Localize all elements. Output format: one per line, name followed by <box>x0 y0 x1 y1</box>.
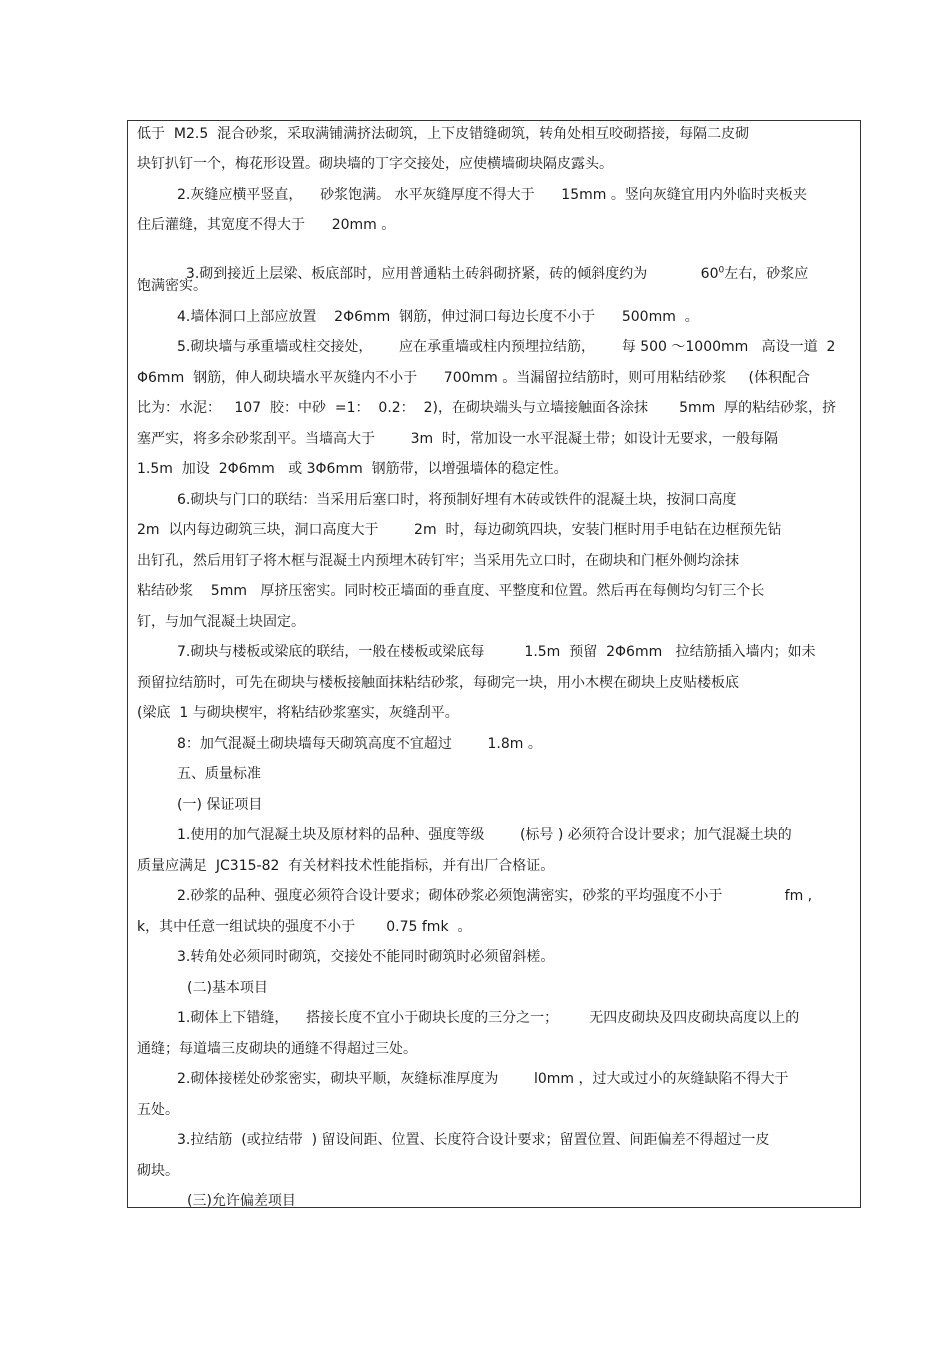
text-line: 预留拉结筋时，可先在砌块与楼板接触面抹粘结砂浆，每砌完一块，用小木楔在砌块上皮贴楼板底 <box>137 675 739 691</box>
text-line: 通缝；每道墙三皮砌块的通缝不得超过三处。 <box>137 1041 417 1057</box>
text-line: 1.砌体上下错缝， 搭接长度不宜小于砌块长度的三分之一； 无四皮砌块及四皮砌块高度以上的 <box>177 1010 800 1026</box>
text-line: 2.砂浆的品种、强度必须符合设计要求；砌体砂浆必须饱满密实，砂浆的平均强度不小于 fm , <box>177 888 813 904</box>
superscript-degree: 0 <box>718 265 725 276</box>
text-segment: 左右，砂浆应 <box>724 266 809 282</box>
text-line: 3.转角处必须同时砌筑，交接处不能同时砌筑时必须留斜槎。 <box>177 949 555 965</box>
text-line: 3.拉结筋 (或拉结带 ) 留设间距、位置、长度符合设计要求；留置位置、间距偏差不得超过一皮 <box>177 1132 770 1148</box>
text-line: 塞严实，将多余砂浆刮平。当墙高大于 3m 时，常加设一水平混凝土带；如设计无要求，一般每隔 <box>137 431 779 447</box>
subsection-heading: (二)基本项目 <box>187 980 268 996</box>
text-line: 6.砌块与门口的联结：当采用后塞口时，将预制好埋有木砖或铁件的混凝土块，按洞口高度 <box>177 492 737 508</box>
text-line: 钉，与加气混凝土块固定。 <box>137 614 305 630</box>
section-heading: 五、质量标准 <box>177 766 261 782</box>
text-line: 五处。 <box>137 1102 179 1118</box>
text-line: Φ6mm 钢筋，伸人砌块墙水平灰缝内不小于 700mm 。当漏留拉结筋时，则可用粘结砂浆 (体积配合 <box>137 370 810 386</box>
text-segment: 3.砌到接近上层梁、板底部时，应用普通粘土砖斜砌挤紧，砖的倾斜度约为 60 <box>185 266 719 282</box>
text-line: 5.砌块墙与承重墙或柱交接处， 应在承重墙或柱内预埋拉结筋， 每 500 ～1000mm 高设一道 2 <box>177 339 836 355</box>
text-line: 块钉扒钉一个，梅花形设置。砌块墙的丁字交接处，应使横墙砌块隔皮露头。 <box>137 156 613 172</box>
subsection-heading: (一) 保证项目 <box>177 797 263 813</box>
text-line: 2m 以内每边砌筑三块，洞口高度大于 2m 时，每边砌筑四块，安装门框时用手电钻在边框预先钻 <box>137 522 782 538</box>
text-line: 低于 M2.5 混合砂浆，采取满铺满挤法砌筑，上下皮错缝砌筑，转角处相互咬砌搭接，每隔二皮砌 <box>137 126 750 142</box>
text-line: 比为：水泥： 107 胶：中砂 =1： 0.2： 2)，在砌块端头与立墙接触面各涂抹 5mm 厚的粘结砂浆，挤 <box>137 400 837 416</box>
text-line: 质量应满足 JC315-82 有关材料技术性能指标，并有出厂合格证。 <box>137 858 555 874</box>
text-line: (梁底 1 与砌块楔牢，将粘结砂浆塞实，灰缝刮平。 <box>137 705 459 721</box>
text-line: 出钉孔，然后用钉子将木框与混凝土内预埋木砖钉牢；当采用先立口时，在砌块和门框外侧均涂抹 <box>137 553 739 569</box>
text-line: 4.墙体洞口上部应放置 2Φ6mm 钢筋，伸过洞口每边长度不小于 500mm 。 <box>177 309 699 325</box>
text-line: 2.灰缝应横平竖直， 砂浆饱满。 水平灰缝厚度不得大于 15mm 。竖向灰缝宜用内外临时夹板夹 <box>177 187 807 203</box>
text-line: 2.砌体接槎处砂浆密实，砌块平顺，灰缝标准厚度为 l0mm ，过大或过小的灰缝缺陷不得大于 <box>177 1071 789 1087</box>
subsection-heading: (三)允许偏差项目 <box>187 1193 296 1209</box>
text-line: 7.砌块与楼板或梁底的联结，一般在楼板或梁底每 1.5m 预留 2Φ6mm 拉结筋插入墙内；如未 <box>177 644 816 660</box>
text-line: 砌块。 <box>137 1163 179 1179</box>
text-line: 1.使用的加气混凝土块及原材料的品种、强度等级 (标号 ) 必须符合设计要求；加气混凝土块的 <box>177 827 792 843</box>
text-line: k，其中任意一组试块的强度不小于 0.75 fmk 。 <box>137 919 472 935</box>
text-line: 8：加气混凝土砌块墙每天砌筑高度不宜超过 1.8m 。 <box>177 736 542 752</box>
text-line: 粘结砂浆 5mm 厚挤压密实。同时校正墙面的垂直度、平整度和位置。然后再在每侧均匀钉三个长 <box>137 583 765 599</box>
text-line: 1.5m 加设 2Φ6mm 或 3Φ6mm 钢筋带，以增强墙体的稳定性。 <box>137 461 568 477</box>
text-line: 住后灌缝，其宽度不得大于 20mm 。 <box>137 217 396 233</box>
text-line: 饱满密实。 <box>137 278 207 294</box>
text-line <box>177 247 808 283</box>
